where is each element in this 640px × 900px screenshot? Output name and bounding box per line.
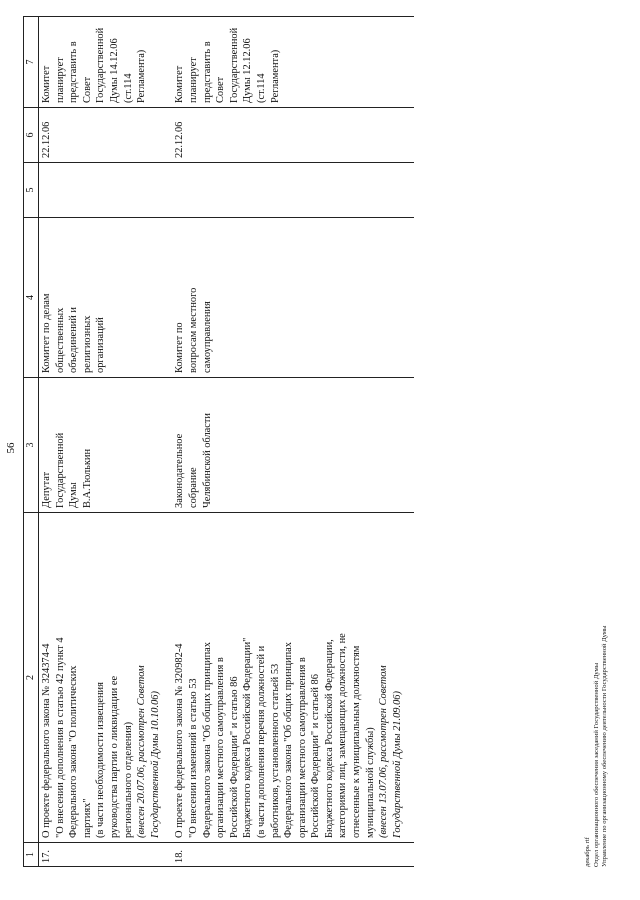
cell-line: регионального отделения) — [122, 721, 134, 838]
column-header: 7 — [24, 17, 39, 108]
cell-line: Комитет по делам — [41, 293, 52, 373]
cell-line: объединений и — [68, 307, 80, 373]
cell-line: партиях" — [81, 798, 93, 838]
planned-date: 22.12.06 — [172, 108, 414, 163]
cell-line: (в части необходимости извещения — [95, 682, 107, 838]
cell-line: (ст.114 Регламента) — [255, 49, 281, 103]
column-header: 5 — [24, 163, 39, 218]
table-header-row — [24, 17, 39, 867]
cell-line: работников, установленного статьей 53 — [269, 663, 281, 838]
cell-line: руководства партии о ликвидации ее — [108, 675, 120, 838]
cell-line: Комитет планирует — [41, 57, 66, 103]
row-number: 17. — [39, 843, 173, 867]
cell-line: (в части дополнения перечня должностей и — [255, 645, 267, 838]
cell-line: "О внесении дополнения в статью 42 пункт 4 — [54, 637, 66, 838]
bill-note-line: (внесен 20.07.06, рассмотрен Советом — [136, 665, 148, 838]
cell-line: Думы — [68, 482, 80, 508]
table-row — [172, 17, 414, 867]
cell-line: Комитет по — [174, 322, 186, 373]
cell-line: В.А.Тюлькин — [81, 448, 93, 508]
column-5-value — [172, 163, 414, 218]
cell-line: самоуправления — [201, 301, 213, 373]
cell-line: Челябинской области — [201, 413, 213, 508]
cell-line: Российской Федерации" и статью 86 — [228, 676, 240, 838]
cell-line: представить в Совет — [68, 41, 93, 103]
cell-line: (ст.114 Регламента) — [122, 49, 148, 103]
bill-note-line: Государственной Думы 10.10.06) — [149, 691, 161, 838]
column-header: 6 — [24, 108, 39, 163]
committee-note — [172, 17, 414, 108]
cell-line: организаций — [95, 317, 107, 373]
bill-description — [172, 513, 414, 843]
column-5-value — [39, 163, 173, 218]
cell-line: Законодательное — [174, 433, 186, 508]
bill-author — [172, 378, 414, 513]
cell-line: Государственной — [54, 432, 66, 508]
cell-line: Думы 12.12.06 — [242, 38, 254, 103]
cell-line: Комитет планирует — [174, 57, 199, 103]
cell-line: Российской Федерации" и статьей 86 — [310, 674, 322, 838]
cell-line: Думы 14.12.06 — [108, 38, 120, 103]
cell-line: О проекте федерального закона № 324374-4 — [41, 643, 52, 838]
footer-line: декабрь rtf — [584, 837, 591, 867]
table-row — [39, 17, 173, 867]
responsible-committee — [172, 218, 414, 378]
cell-line: Государственной — [228, 27, 240, 103]
column-header: 1 — [24, 843, 39, 867]
cell-line: представить в Совет — [201, 41, 227, 103]
cell-line: вопросам местного — [187, 287, 199, 373]
row-number: 18. — [172, 843, 414, 867]
column-header: 3 — [24, 378, 39, 513]
cell-line: Федерального закона "Об общих принципах — [283, 642, 295, 838]
cell-line: Бюджетного кодекса Российской Федерации" — [242, 637, 254, 838]
cell-line: отнесенные к муниципальным должностям — [351, 645, 363, 838]
footer-line: Отдел организационного обеспечения заседаний Государственной Думы — [592, 662, 600, 867]
cell-line: организации местного самоуправления в — [215, 657, 227, 838]
bill-note-line: Государственной Думы 21.09.06) — [391, 691, 403, 838]
committee-note — [39, 17, 173, 108]
cell-line: муниципальной службы) — [364, 727, 376, 838]
cell-line: организации местного самоуправления в — [296, 657, 308, 838]
bill-description — [39, 513, 173, 843]
page-number: 56 — [5, 442, 17, 454]
column-header: 4 — [24, 218, 39, 378]
cell-line: категориями лиц, замещающих должности, не — [337, 633, 349, 838]
bill-author — [39, 378, 173, 513]
cell-line: Федерального закона "Об общих принципах — [201, 642, 213, 838]
cell-line: Депутат — [41, 471, 52, 508]
column-header: 2 — [24, 513, 39, 843]
document-footer — [584, 626, 610, 868]
cell-line: Государственной — [95, 27, 107, 103]
footer-line: Управление по организационному обеспечению деятельности Государственной Думы — [601, 625, 609, 867]
cell-line: О проекте федерального закона № 320982-4 — [174, 643, 186, 838]
cell-line: собрание — [187, 467, 199, 508]
planned-date: 22.12.06 — [39, 108, 173, 163]
bills-table — [23, 16, 414, 867]
cell-line: Бюджетного кодекса Российской Федерации, — [323, 639, 335, 838]
cell-line: Федерального закона "О политических — [68, 665, 80, 838]
responsible-committee — [39, 218, 173, 378]
cell-line: общественных — [54, 307, 66, 373]
cell-line: "О внесении изменений в статью 53 — [187, 678, 199, 838]
bill-note-line: (внесен 13.07.06, рассмотрен Советом — [378, 665, 390, 838]
cell-line: религиозных — [81, 315, 93, 373]
